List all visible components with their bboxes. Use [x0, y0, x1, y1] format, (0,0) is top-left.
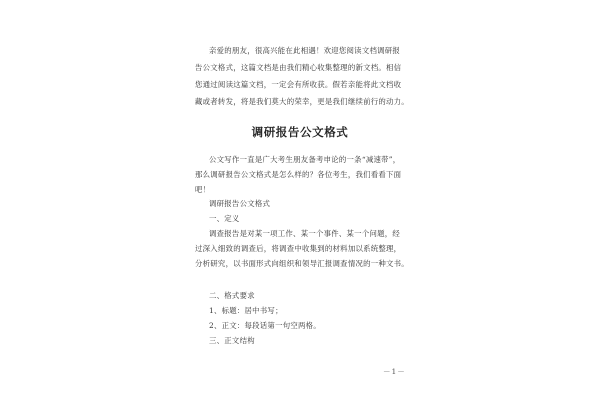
section-heading-text: 二、格式要求: [209, 291, 255, 300]
intro-line: 您通过阅读这篇文档，一定会有所收获。假若亲能将此文档收: [195, 80, 402, 89]
intro-paragraph: [195, 47, 421, 107]
intro-line: 亲爱的朋友，很高兴能在此相遇！欢迎您阅读文档调研报: [209, 46, 401, 55]
document-title: 调研报告公文格式: [251, 125, 349, 139]
lead-line: 吧！: [195, 185, 211, 194]
requirement-text: 1、标题：居中书写；: [209, 306, 283, 315]
definition-paragraph: [195, 230, 421, 272]
requirement-text: 2、正文：每段话第一句空两格。: [209, 321, 321, 330]
section-definition-heading: [195, 215, 421, 225]
section-format-heading: [195, 292, 421, 302]
lead-paragraph: [195, 156, 421, 198]
main-heading: [195, 200, 421, 210]
definition-line: 分析研究，以书面形式向组织和领导汇报调查情况的一种文书。: [195, 259, 409, 268]
section-structure-heading: [195, 337, 421, 347]
lead-line: 公文写作一直是广大考生朋友备考申论的一条“减速带”，: [209, 155, 401, 164]
definition-line: 调查报告是对某一项工作、某一个事件、某一个问题，经: [209, 229, 401, 238]
definition-line: 过深入细致的调查后，将调查中收集到的材料加以系统整理，: [195, 244, 402, 253]
requirement-item: [195, 307, 421, 317]
intro-line: 藏或者转发，将是我们莫大的荣幸，更是我们继续前行的动力。: [195, 97, 409, 106]
main-heading-text: 调研报告公文格式: [209, 199, 271, 208]
requirement-item: [195, 322, 421, 332]
lead-line: 那么调研报告公文格式是怎么样的？各位考生，我们看看下面: [195, 170, 402, 179]
page-number: －1－: [383, 367, 406, 376]
section-heading-text: 三、正文结构: [209, 336, 255, 345]
section-heading-text: 一、定义: [209, 214, 240, 223]
intro-line: 告公文格式，这篇文档是由我们精心收集整理的新文档。相信: [195, 63, 402, 72]
